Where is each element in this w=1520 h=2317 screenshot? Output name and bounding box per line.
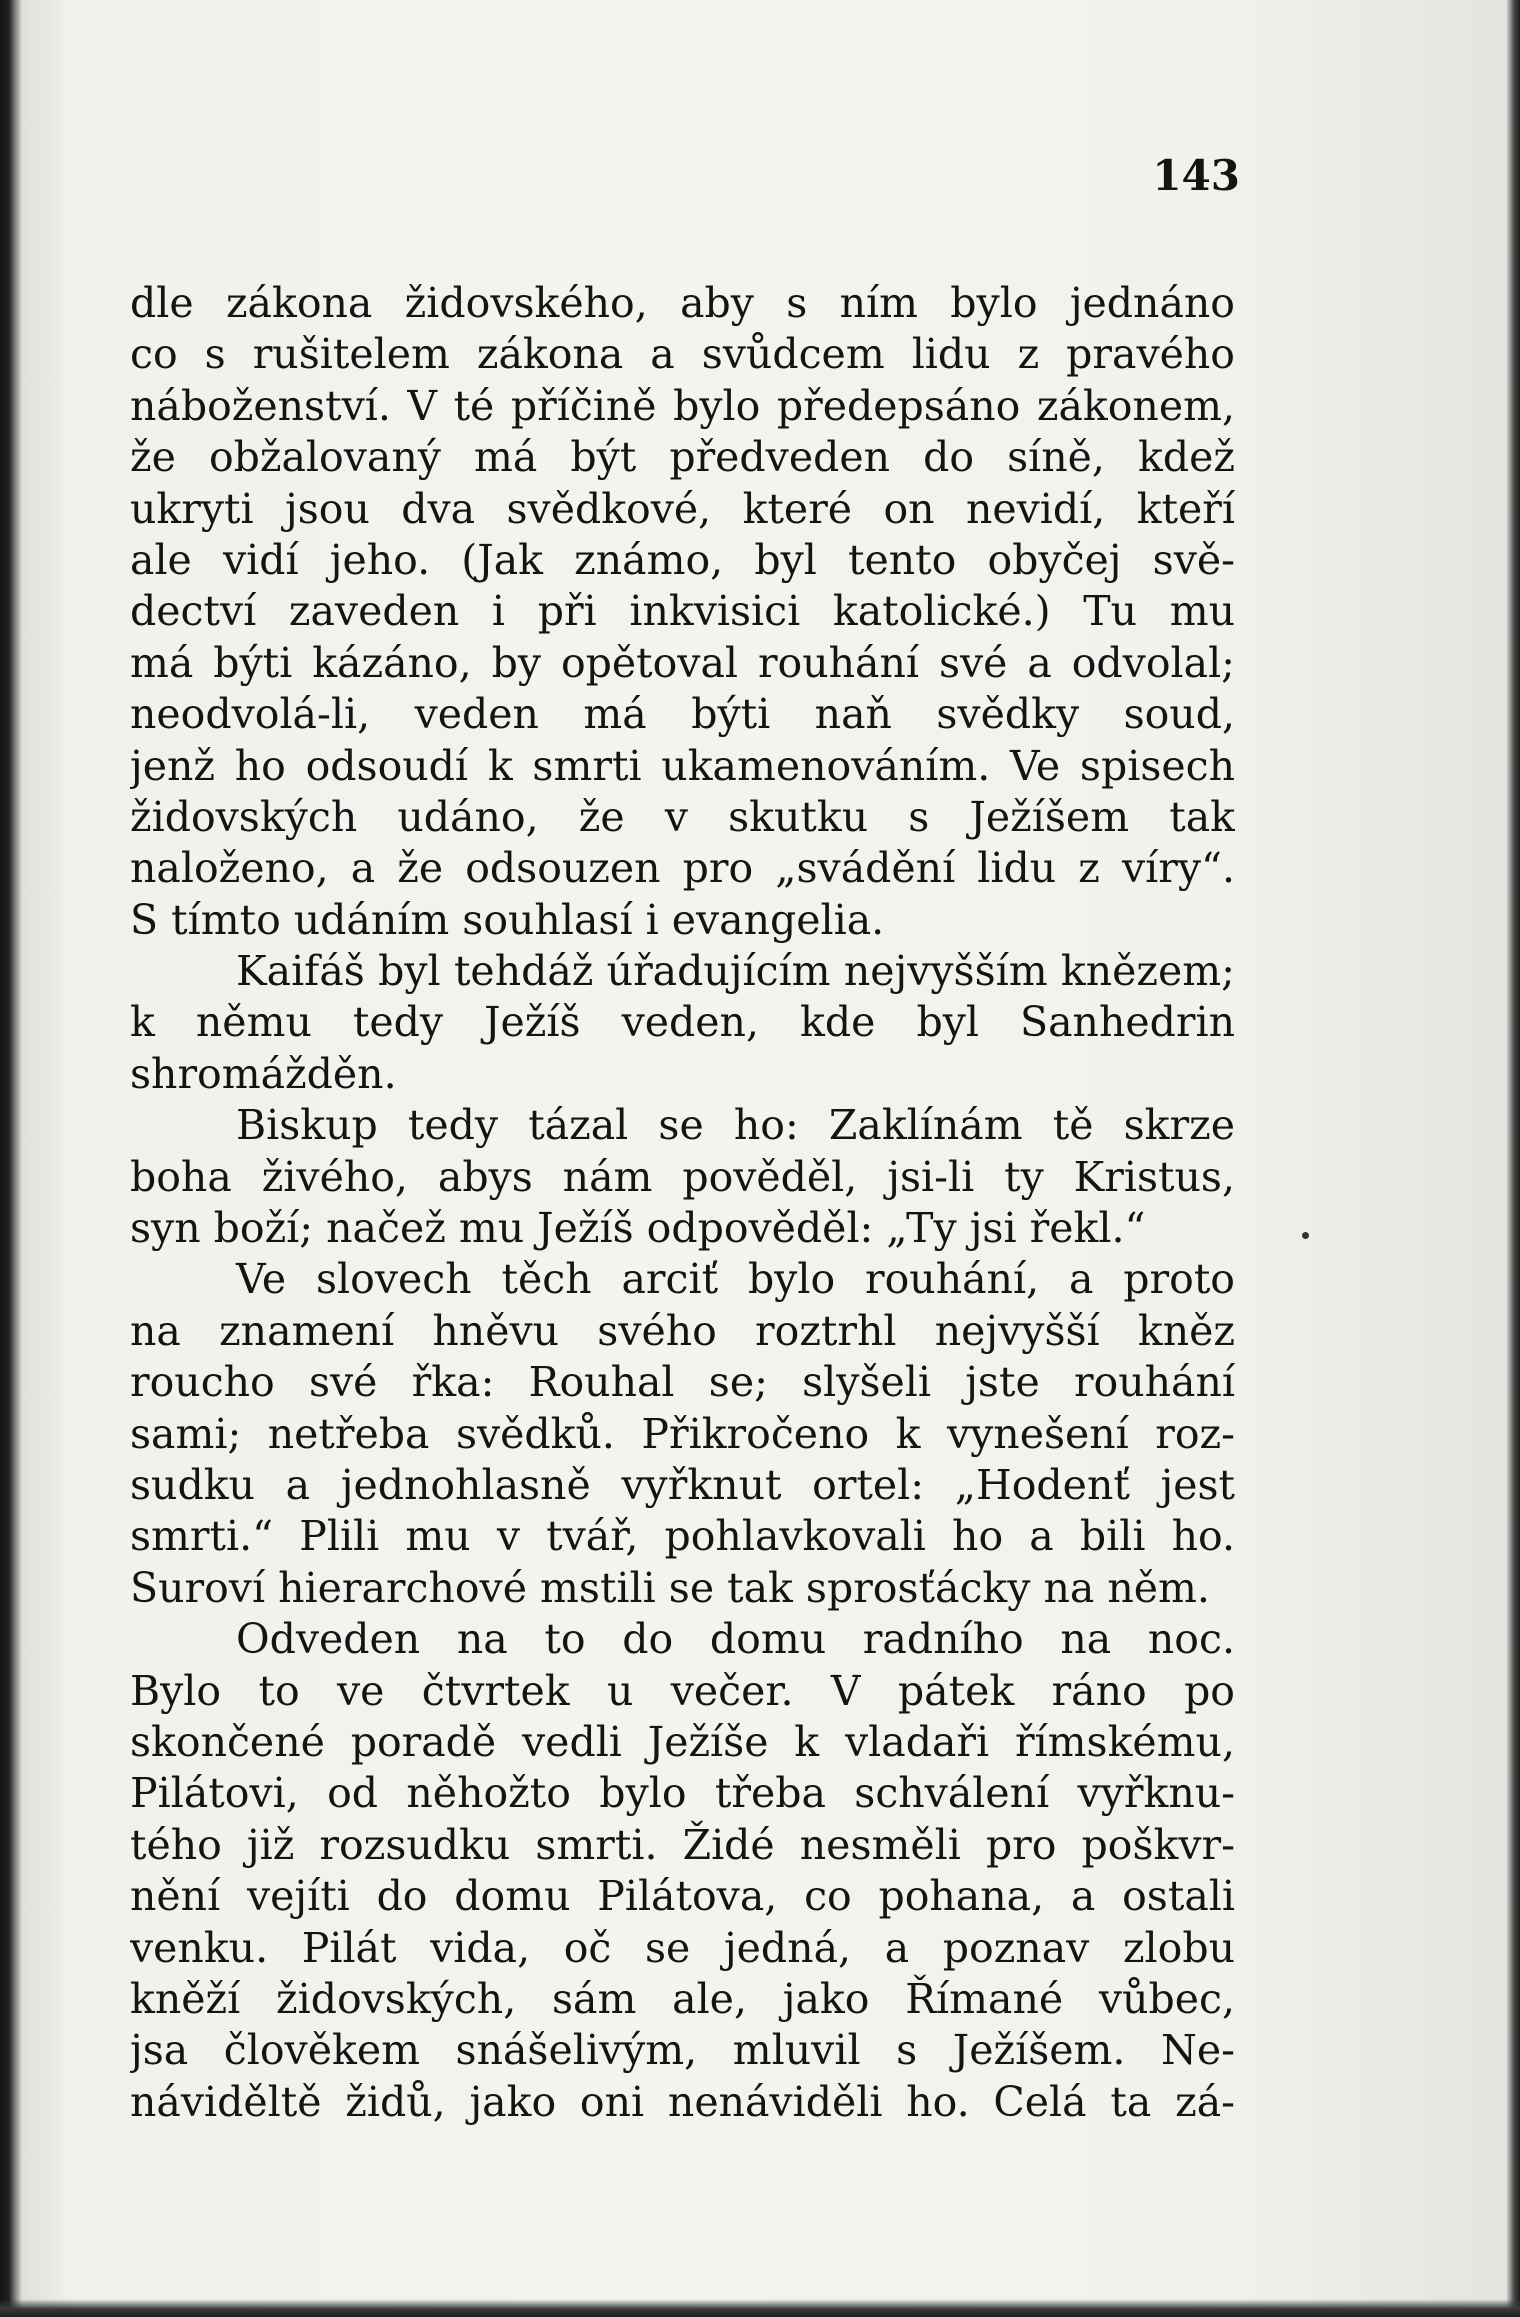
text-line: nění vejíti do domu Pilátova, co pohana, a ostali xyxy=(130,1872,1235,1921)
text-line: Pilátovi, od něhožto bylo třeba schválení vyřknu- xyxy=(130,1769,1235,1818)
text-line: S tímto udáním souhlasí i evangelia. xyxy=(130,895,885,944)
text-line: Bylo to ve čtvrtek u večer. V pátek ráno po xyxy=(130,1666,1235,1715)
text-line: venku. Pilát vida, oč se jedná, a poznav zlobu xyxy=(130,1923,1235,1972)
text-line: boha živého, abys nám pověděl, jsi-li ty Kristus, xyxy=(130,1152,1235,1201)
text-line: neodvolá-li, veden má býti naň svědky soud, xyxy=(130,690,1235,739)
text-line: že obžalovaný má být předveden do síně, kdež xyxy=(130,433,1235,482)
text-line: Suroví hierarchové mstili se tak sprosťácky na něm. xyxy=(130,1563,1210,1612)
text-line: Kaifáš byl tehdáž úřadujícím nejvyšším knězem; xyxy=(236,947,1235,996)
body-text xyxy=(130,278,1235,2128)
page-edge-bottom xyxy=(0,2299,1520,2317)
text-line: Biskup tedy tázal se ho: Zaklínám tě skrze xyxy=(236,1101,1235,1150)
text-line: naloženo, a že odsouzen pro „svádění lidu z víry“. xyxy=(130,844,1235,893)
text-line: roucho své řka: Rouhal se; slyšeli jste rouhání xyxy=(130,1358,1235,1407)
page-number: 143 xyxy=(1152,151,1240,200)
text-line: dle zákona židovského, aby s ním bylo jednáno xyxy=(130,279,1235,327)
text-line: ukryti jsou dva svědkové, které on nevidí, kteří xyxy=(130,484,1235,533)
text-line: jenž ho odsoudí k smrti ukamenováním. Ve spisech xyxy=(130,741,1235,790)
page-edge-right xyxy=(1506,0,1520,2317)
text-line: shromážděn. xyxy=(130,1049,397,1098)
text-line: na znamení hněvu svého roztrhl nejvyšší kněz xyxy=(130,1306,1235,1355)
text-line: dectví zaveden i při inkvisici katolické.) Tu mu xyxy=(130,587,1235,636)
text-line: Odveden na to do domu radního na noc. xyxy=(236,1615,1235,1664)
text-line: sudku a jednohlasně vyřknut ortel: „Hodenť jest xyxy=(130,1460,1235,1509)
text-line: k němu tedy Ježíš veden, kde byl Sanhedrin xyxy=(130,998,1235,1047)
ink-speck xyxy=(1302,1232,1309,1239)
text-line: tého již rozsudku smrti. Židé nesměli pro poškvr- xyxy=(130,1820,1235,1869)
text-line: náboženství. V té příčině bylo předepsáno zákonem, xyxy=(130,381,1235,430)
text-line: ale vidí jeho. (Jak známo, byl tento obyčej svě- xyxy=(130,535,1235,584)
text-line: skončené poradě vedli Ježíše k vladaři římskému, xyxy=(130,1717,1235,1766)
text-line: náviděltě židů, jako oni nenáviděli ho. Celá ta zá- xyxy=(130,2077,1235,2126)
spine-shadow xyxy=(0,0,22,2317)
text-line: syn boží; načež mu Ježíš odpověděl: „Ty jsi řekl.“ xyxy=(130,1204,1146,1253)
text-line: jsa člověkem snášelivým, mluvil s Ježíšem. Ne- xyxy=(130,2026,1235,2075)
text-line: židovských udáno, že v skutku s Ježíšem tak xyxy=(130,792,1235,841)
text-line: kněží židovských, sám ale, jako Římané vůbec, xyxy=(130,1974,1235,2023)
text-line: co s rušitelem zákona a svůdcem lidu z pravého xyxy=(130,330,1235,379)
text-line: sami; netřeba svědků. Přikročeno k vynešení roz- xyxy=(130,1409,1235,1458)
text-line: Ve slovech těch arciť bylo rouhání, a proto xyxy=(236,1255,1235,1304)
text-line: má býti kázáno, by opětoval rouhání své a odvolal; xyxy=(130,638,1235,687)
text-line: smrti.“ Plili mu v tvář, pohlavkovali ho a bili ho. xyxy=(130,1512,1235,1561)
